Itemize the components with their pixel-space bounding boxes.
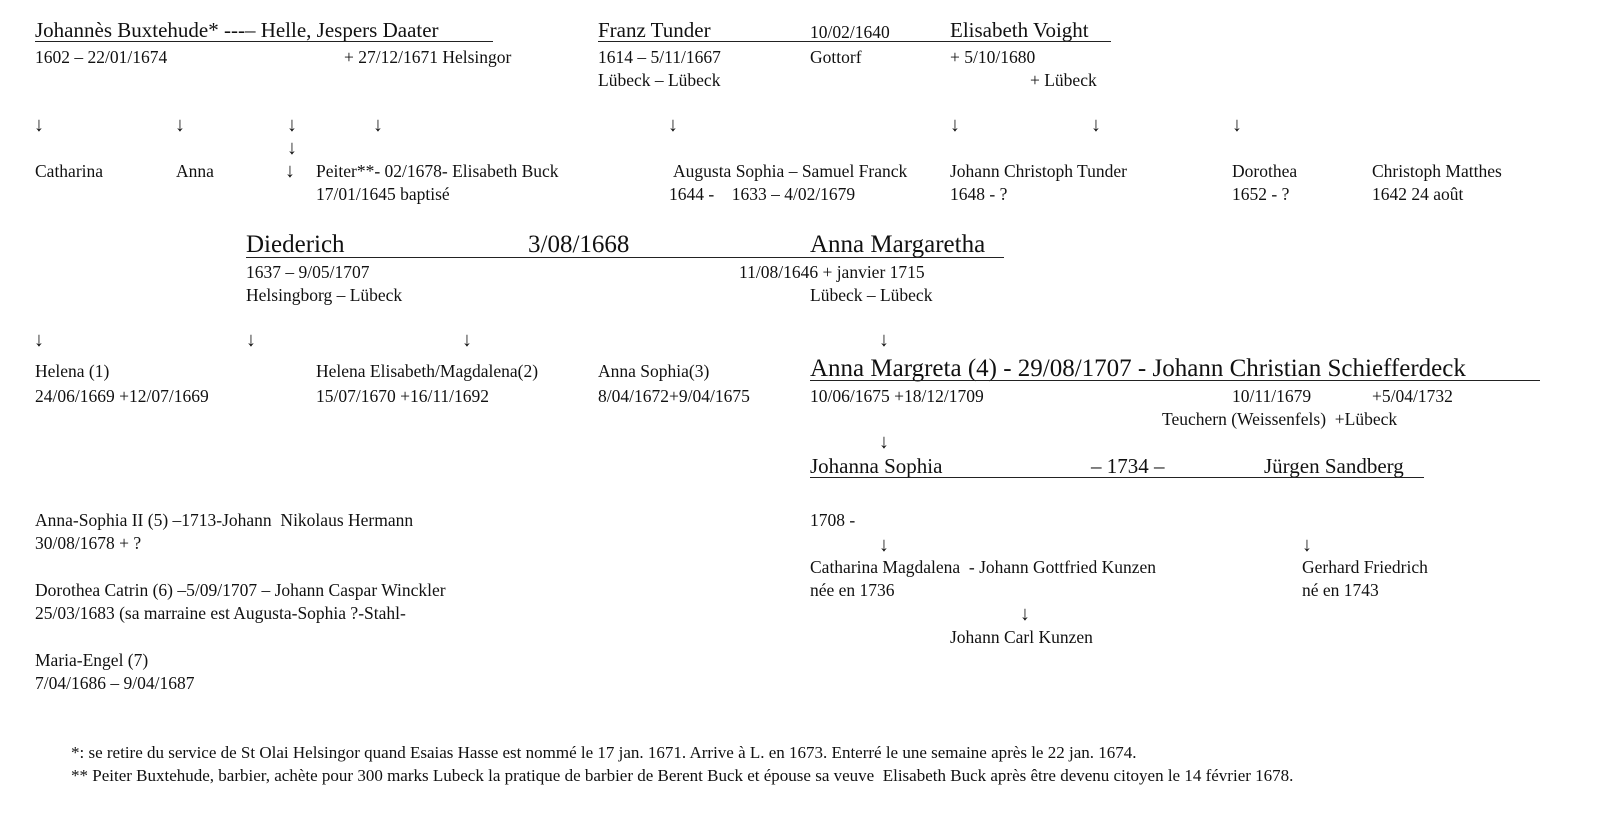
down-arrow-icon: ↓ — [1091, 114, 1101, 136]
helena-2-name: Helena Elisabeth/Magdalena(2) — [316, 361, 539, 381]
down-arrow-icon: ↓ — [879, 329, 889, 351]
peiter-dates: 17/01/1645 baptisé — [316, 184, 450, 204]
tunder-places: Lübeck – Lübeck — [598, 70, 721, 90]
schiefferdeck-places: Teuchern (Weissenfels) +Lübeck — [1162, 409, 1398, 429]
footnote-2: ** Peiter Buxtehude, barbier, achète pour 300 marks Lubeck la pratique de barbier de Berent Buck et épouse sa veuve Elisabeth Buck après être devenu citoyen le 14 février 1678. — [71, 766, 1294, 785]
main-marriage-date: 3/08/1668 — [528, 231, 630, 258]
down-arrow-icon: ↓ — [462, 329, 472, 351]
down-arrow-icon: ↓ — [950, 114, 960, 136]
voight-name: Elisabeth Voight — [950, 18, 1089, 42]
tunder-name: Franz Tunder — [598, 18, 711, 42]
gerhard-friedrich-dates: né en 1743 — [1302, 580, 1379, 600]
maria-engel-7-name: Maria-Engel (7) — [35, 650, 149, 670]
catharina-magdalena-name: Catharina Magdalena - Johann Gottfried Kunzen — [810, 557, 1156, 577]
down-arrow-icon: ↓ — [1302, 534, 1312, 556]
helena-1-dates: 24/06/1669 +12/07/1669 — [35, 386, 209, 406]
johanna-couple-underline — [810, 477, 1424, 478]
down-arrow-icon: ↓ — [34, 114, 44, 136]
down-arrow-icon: ↓ — [287, 114, 297, 136]
dorothea-catrin-6-dates: 25/03/1683 (sa marraine est Augusta-Sophia ?-Stahl- — [35, 603, 406, 623]
schiefferdeck-birth: 10/11/1679 — [1232, 386, 1312, 406]
johann-christoph-tunder-name: Johann Christoph Tunder — [950, 161, 1127, 181]
anna-margreta-4-heading: Anna Margreta (4) - 29/08/1707 - Johann Christian Schiefferdeck — [810, 355, 1466, 382]
down-arrow-icon: ↓ — [1232, 114, 1242, 136]
down-arrow-icon: ↓ — [879, 534, 889, 556]
down-arrow-icon: ↓ — [879, 431, 889, 453]
anna-sophia-5-dates: 30/08/1678 + ? — [35, 533, 142, 553]
peiter-name: Peiter**- 02/1678- Elisabeth Buck — [316, 161, 559, 181]
dorothea-name: Dorothea — [1232, 161, 1298, 181]
johann-christoph-tunder-dates: 1648 - ? — [950, 184, 1008, 204]
anna-margaretha-places: Lübeck – Lübeck — [810, 285, 933, 305]
helle-death: + 27/12/1671 Helsingor — [344, 47, 512, 67]
johanna-sophia-dates: 1708 - — [810, 510, 856, 530]
down-arrow-icon: ↓ — [246, 329, 256, 351]
maria-engel-7-dates: 7/04/1686 – 9/04/1687 — [35, 673, 195, 693]
johanna-marriage-date: – 1734 – — [1091, 454, 1165, 478]
anna-sophia-3-name: Anna Sophia(3) — [598, 361, 710, 381]
tunder-marriage-place: Gottorf — [810, 47, 862, 67]
down-arrow-icon: ↓ — [668, 114, 678, 136]
dorothea-catrin-6-name: Dorothea Catrin (6) –5/09/1707 – Johann Caspar Winckler — [35, 580, 446, 600]
schiefferdeck-death: +5/04/1732 — [1372, 386, 1453, 406]
anna-margaretha-name: Anna Margaretha — [810, 231, 986, 258]
down-arrow-icon: ↓ — [285, 160, 295, 182]
catharina-magdalena-dates: née en 1736 — [810, 580, 895, 600]
diederich-dates: 1637 – 9/05/1707 — [246, 262, 370, 282]
down-arrow-icon: ↓ — [34, 329, 44, 351]
christoph-matthes-dates: 1642 24 août — [1372, 184, 1464, 204]
anna-margreta-4-underline — [810, 380, 1540, 381]
anna-margreta-4-dates: 10/06/1675 +18/12/1709 — [810, 386, 984, 406]
anna-margaretha-dates: 11/08/1646 + janvier 1715 — [739, 262, 925, 282]
johann-carl-kunzen-name: Johann Carl Kunzen — [950, 627, 1093, 647]
diederich-places: Helsingborg – Lübeck — [246, 285, 403, 305]
tunder-marriage-date: 10/02/1640 — [810, 22, 890, 42]
helena-1-name: Helena (1) — [35, 361, 110, 381]
tunder-dates: 1614 – 5/11/1667 — [598, 47, 721, 67]
anna-sophia-5-name: Anna-Sophia II (5) –1713-Johann Nikolaus Hermann — [35, 510, 414, 530]
dorothea-dates: 1652 - ? — [1232, 184, 1290, 204]
jurgen-sandberg-name: Jürgen Sandberg — [1264, 454, 1404, 478]
anna-sophia-3-dates: 8/04/1672+9/04/1675 — [598, 386, 750, 406]
footnote-1: *: se retire du service de St Olai Helsingor quand Esaias Hasse est nommé le 17 jan. 1671. Arrive à L. en 1673. Enterré le une semaine après le 22 jan. 1674. — [71, 743, 1137, 762]
gerhard-friedrich-name: Gerhard Friedrich — [1302, 557, 1428, 577]
tunder-couple-underline — [598, 41, 1111, 42]
buxtehude-couple-underline — [35, 41, 493, 42]
down-arrow-icon: ↓ — [1020, 603, 1030, 625]
voight-place: + Lübeck — [1030, 70, 1097, 90]
catharina-name: Catharina — [35, 161, 104, 181]
down-arrow-icon: ↓ — [373, 114, 383, 136]
helena-2-dates: 15/07/1670 +16/11/1692 — [316, 386, 490, 406]
augusta-sophia-dates: 1644 - 1633 – 4/02/1679 — [669, 184, 856, 204]
down-arrow-icon: ↓ — [287, 137, 297, 159]
buxtehude-couple-heading: Johannès Buxtehude* ---– Helle, Jespers Daater — [35, 18, 439, 42]
main-couple-underline — [246, 257, 1004, 258]
anna-name: Anna — [176, 161, 214, 181]
buxtehude-dates: 1602 – 22/01/1674 — [35, 47, 168, 67]
christoph-matthes-name: Christoph Matthes — [1372, 161, 1502, 181]
augusta-sophia-name: Augusta Sophia – Samuel Franck — [673, 161, 908, 181]
down-arrow-icon: ↓ — [175, 114, 185, 136]
diederich-name: Diederich — [246, 231, 345, 258]
voight-death: + 5/10/1680 — [950, 47, 1036, 67]
johanna-sophia-name: Johanna Sophia — [810, 454, 943, 478]
